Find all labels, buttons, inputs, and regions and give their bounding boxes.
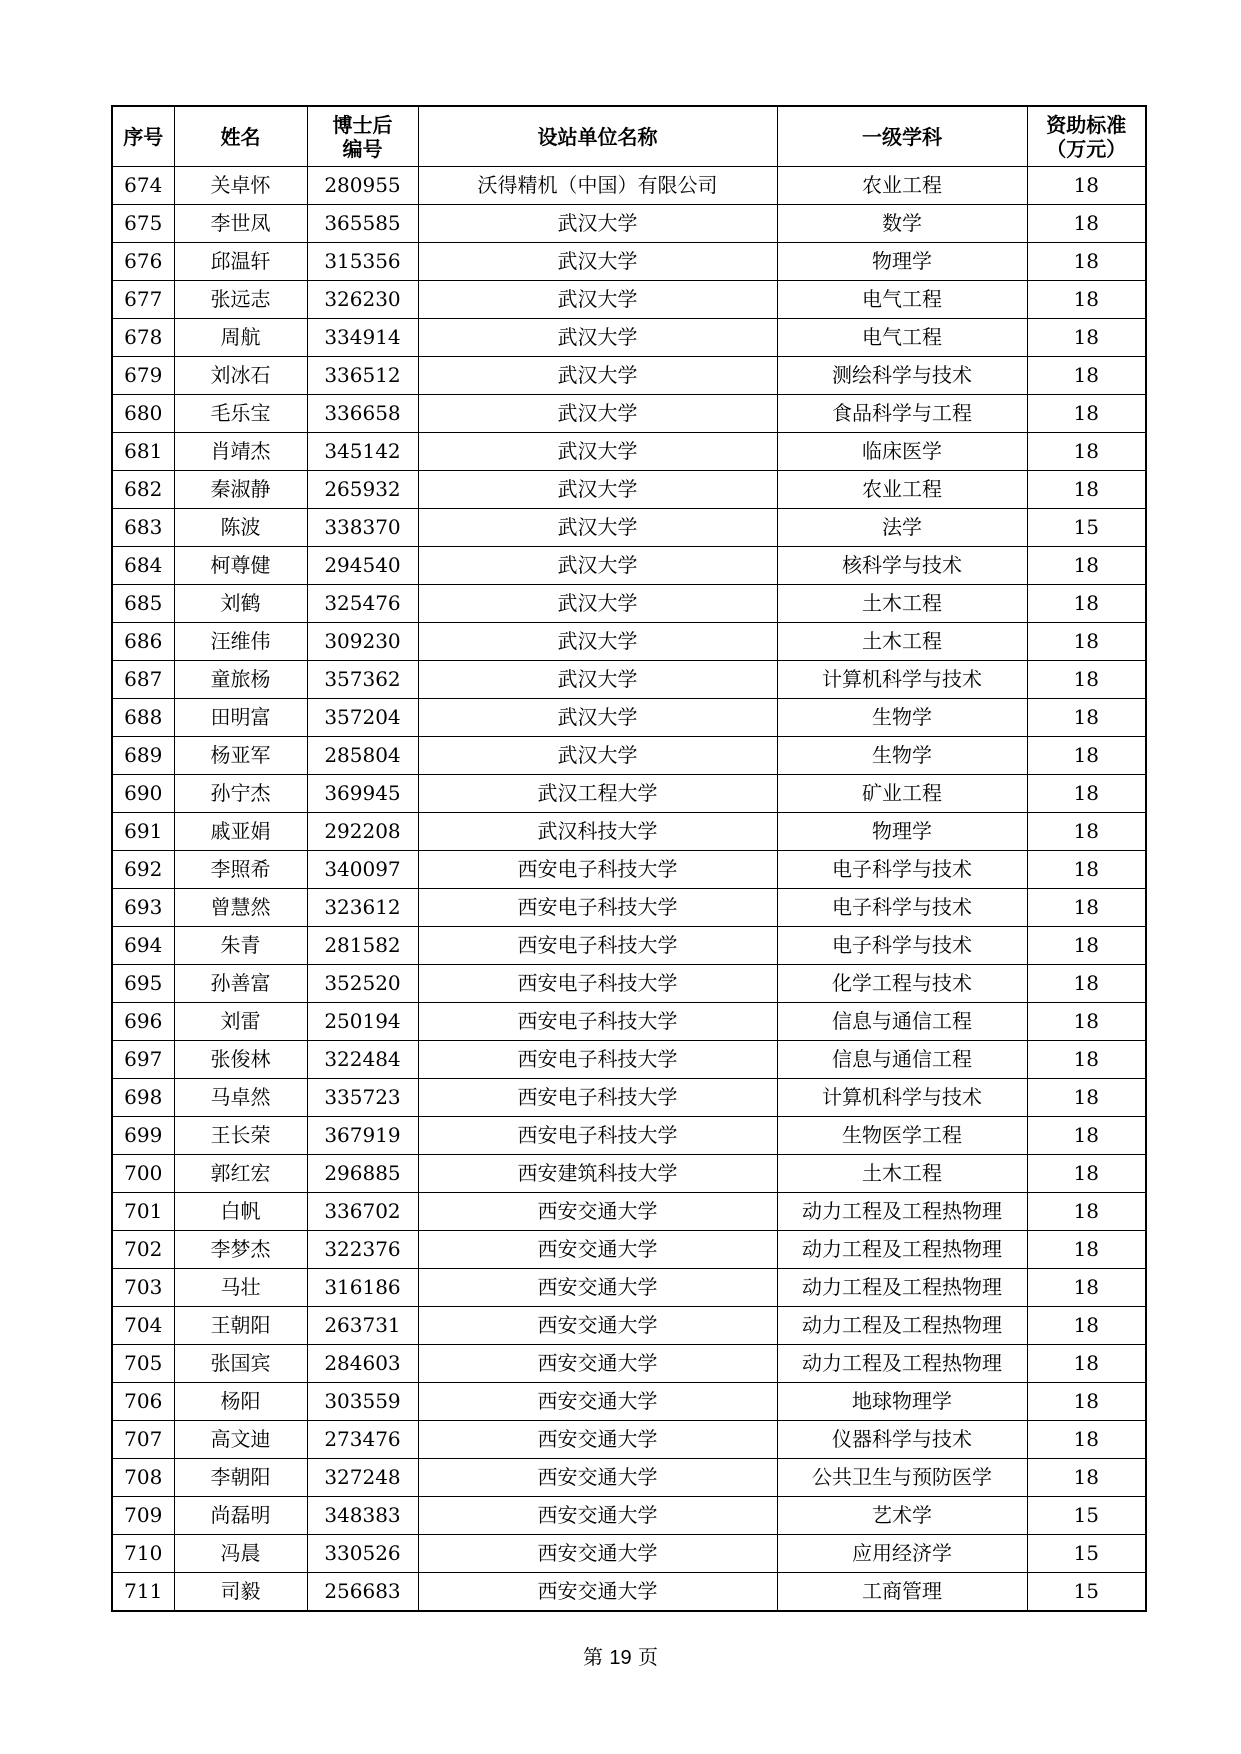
cell-unit: 武汉大学 — [418, 509, 777, 547]
cell-name: 刘冰石 — [174, 357, 307, 395]
cell-seq: 693 — [112, 889, 174, 927]
cell-discipline: 法学 — [777, 509, 1027, 547]
cell-funding: 18 — [1027, 851, 1146, 889]
cell-funding: 18 — [1027, 1003, 1146, 1041]
cell-postdoc-id: 357204 — [307, 699, 418, 737]
cell-discipline: 化学工程与技术 — [777, 965, 1027, 1003]
cell-unit: 沃得精机（中国）有限公司 — [418, 167, 777, 205]
cell-funding: 18 — [1027, 1079, 1146, 1117]
cell-postdoc-id: 281582 — [307, 927, 418, 965]
cell-postdoc-id: 303559 — [307, 1383, 418, 1421]
cell-name: 秦淑静 — [174, 471, 307, 509]
cell-seq: 681 — [112, 433, 174, 471]
cell-name: 刘鹤 — [174, 585, 307, 623]
cell-discipline: 地球物理学 — [777, 1383, 1027, 1421]
cell-seq: 704 — [112, 1307, 174, 1345]
cell-unit: 西安电子科技大学 — [418, 1117, 777, 1155]
cell-funding: 18 — [1027, 205, 1146, 243]
cell-funding: 15 — [1027, 509, 1146, 547]
cell-funding: 18 — [1027, 1421, 1146, 1459]
cell-name: 刘雷 — [174, 1003, 307, 1041]
table-row — [112, 585, 1146, 623]
cell-name: 高文迪 — [174, 1421, 307, 1459]
cell-name: 柯尊健 — [174, 547, 307, 585]
cell-seq: 698 — [112, 1079, 174, 1117]
cell-name: 冯晨 — [174, 1535, 307, 1573]
cell-seq: 675 — [112, 205, 174, 243]
cell-postdoc-id: 292208 — [307, 813, 418, 851]
cell-unit: 西安电子科技大学 — [418, 1003, 777, 1041]
cell-discipline: 生物学 — [777, 737, 1027, 775]
table-row — [112, 1003, 1146, 1041]
cell-name: 张国宾 — [174, 1345, 307, 1383]
cell-seq: 703 — [112, 1269, 174, 1307]
cell-unit: 武汉工程大学 — [418, 775, 777, 813]
cell-unit: 武汉大学 — [418, 205, 777, 243]
cell-seq: 707 — [112, 1421, 174, 1459]
cell-postdoc-id: 335723 — [307, 1079, 418, 1117]
cell-name: 王朝阳 — [174, 1307, 307, 1345]
cell-seq: 706 — [112, 1383, 174, 1421]
cell-unit: 武汉大学 — [418, 661, 777, 699]
cell-funding: 18 — [1027, 1117, 1146, 1155]
table-row — [112, 1421, 1146, 1459]
cell-unit: 武汉大学 — [418, 281, 777, 319]
cell-name: 孙善富 — [174, 965, 307, 1003]
cell-funding: 18 — [1027, 661, 1146, 699]
cell-funding: 18 — [1027, 357, 1146, 395]
cell-discipline: 工商管理 — [777, 1573, 1027, 1612]
table-row — [112, 1193, 1146, 1231]
cell-discipline: 物理学 — [777, 813, 1027, 851]
cell-discipline: 食品科学与工程 — [777, 395, 1027, 433]
cell-unit: 西安交通大学 — [418, 1421, 777, 1459]
table-row — [112, 699, 1146, 737]
cell-name: 王长荣 — [174, 1117, 307, 1155]
cell-seq: 696 — [112, 1003, 174, 1041]
page-footer — [0, 1641, 1241, 1670]
cell-postdoc-id: 352520 — [307, 965, 418, 1003]
cell-postdoc-id: 327248 — [307, 1459, 418, 1497]
table-row — [112, 281, 1146, 319]
cell-seq: 688 — [112, 699, 174, 737]
header-seq: 序号 — [112, 106, 174, 167]
cell-funding: 18 — [1027, 1307, 1146, 1345]
cell-postdoc-id: 340097 — [307, 851, 418, 889]
cell-seq: 677 — [112, 281, 174, 319]
cell-name: 周航 — [174, 319, 307, 357]
cell-postdoc-id: 323612 — [307, 889, 418, 927]
cell-name: 尚磊明 — [174, 1497, 307, 1535]
footer-prefix: 第 — [583, 1645, 604, 1669]
cell-postdoc-id: 338370 — [307, 509, 418, 547]
cell-unit: 武汉大学 — [418, 471, 777, 509]
cell-seq: 687 — [112, 661, 174, 699]
cell-seq: 695 — [112, 965, 174, 1003]
cell-postdoc-id: 265932 — [307, 471, 418, 509]
table-row — [112, 1459, 1146, 1497]
cell-funding: 15 — [1027, 1573, 1146, 1612]
cell-funding: 18 — [1027, 889, 1146, 927]
cell-funding: 18 — [1027, 699, 1146, 737]
cell-postdoc-id: 336512 — [307, 357, 418, 395]
cell-seq: 676 — [112, 243, 174, 281]
cell-funding: 18 — [1027, 1383, 1146, 1421]
header-postdoc-id — [307, 106, 418, 167]
cell-postdoc-id: 294540 — [307, 547, 418, 585]
table-row — [112, 1231, 1146, 1269]
cell-seq: 709 — [112, 1497, 174, 1535]
cell-seq: 705 — [112, 1345, 174, 1383]
cell-unit: 西安电子科技大学 — [418, 889, 777, 927]
cell-unit: 西安交通大学 — [418, 1345, 777, 1383]
cell-unit: 西安交通大学 — [418, 1535, 777, 1573]
table-row — [112, 167, 1146, 205]
cell-seq: 684 — [112, 547, 174, 585]
cell-unit: 武汉大学 — [418, 585, 777, 623]
cell-discipline: 动力工程及工程热物理 — [777, 1231, 1027, 1269]
cell-unit: 武汉大学 — [418, 623, 777, 661]
cell-seq: 674 — [112, 167, 174, 205]
cell-postdoc-id: 263731 — [307, 1307, 418, 1345]
cell-name: 童旅杨 — [174, 661, 307, 699]
cell-discipline: 临床医学 — [777, 433, 1027, 471]
cell-postdoc-id: 336702 — [307, 1193, 418, 1231]
header-funding — [1027, 106, 1146, 167]
cell-postdoc-id: 296885 — [307, 1155, 418, 1193]
cell-name: 关卓怀 — [174, 167, 307, 205]
table-body — [112, 167, 1146, 1612]
cell-funding: 15 — [1027, 1535, 1146, 1573]
cell-unit: 西安交通大学 — [418, 1573, 777, 1612]
header-unit: 设站单位名称 — [418, 106, 777, 167]
cell-discipline: 核科学与技术 — [777, 547, 1027, 585]
cell-postdoc-id: 309230 — [307, 623, 418, 661]
cell-postdoc-id: 250194 — [307, 1003, 418, 1041]
cell-name: 杨亚军 — [174, 737, 307, 775]
cell-funding: 18 — [1027, 1345, 1146, 1383]
cell-unit: 西安交通大学 — [418, 1269, 777, 1307]
cell-funding: 18 — [1027, 1155, 1146, 1193]
header-funding-line1: 资助标准 — [1046, 112, 1127, 137]
cell-funding: 18 — [1027, 433, 1146, 471]
cell-unit: 武汉大学 — [418, 395, 777, 433]
cell-postdoc-id: 345142 — [307, 433, 418, 471]
cell-name: 杨阳 — [174, 1383, 307, 1421]
cell-discipline: 农业工程 — [777, 471, 1027, 509]
header-discipline: 一级学科 — [777, 106, 1027, 167]
table-row — [112, 889, 1146, 927]
cell-unit: 武汉大学 — [418, 547, 777, 585]
cell-postdoc-id: 285804 — [307, 737, 418, 775]
cell-discipline: 数学 — [777, 205, 1027, 243]
table-row — [112, 357, 1146, 395]
table-row — [112, 509, 1146, 547]
cell-unit: 西安交通大学 — [418, 1307, 777, 1345]
cell-discipline: 土木工程 — [777, 1155, 1027, 1193]
cell-postdoc-id: 369945 — [307, 775, 418, 813]
cell-seq: 697 — [112, 1041, 174, 1079]
cell-postdoc-id: 325476 — [307, 585, 418, 623]
cell-discipline: 生物学 — [777, 699, 1027, 737]
cell-discipline: 计算机科学与技术 — [777, 661, 1027, 699]
cell-unit: 武汉大学 — [418, 699, 777, 737]
cell-seq: 708 — [112, 1459, 174, 1497]
cell-seq: 679 — [112, 357, 174, 395]
cell-name: 张远志 — [174, 281, 307, 319]
cell-discipline: 农业工程 — [777, 167, 1027, 205]
cell-seq: 710 — [112, 1535, 174, 1573]
footer-suffix: 页 — [637, 1645, 658, 1669]
cell-funding: 15 — [1027, 1497, 1146, 1535]
cell-seq: 678 — [112, 319, 174, 357]
table-row — [112, 1383, 1146, 1421]
cell-postdoc-id: 365585 — [307, 205, 418, 243]
cell-unit: 西安交通大学 — [418, 1497, 777, 1535]
header-postdoc-id-line1: 博士后 — [332, 112, 393, 137]
cell-name: 马卓然 — [174, 1079, 307, 1117]
cell-unit: 西安电子科技大学 — [418, 965, 777, 1003]
table-row — [112, 1041, 1146, 1079]
cell-unit: 西安电子科技大学 — [418, 927, 777, 965]
table-row — [112, 965, 1146, 1003]
cell-unit: 西安电子科技大学 — [418, 1041, 777, 1079]
cell-name: 曾慧然 — [174, 889, 307, 927]
cell-seq: 700 — [112, 1155, 174, 1193]
cell-unit: 武汉大学 — [418, 243, 777, 281]
cell-seq: 711 — [112, 1573, 174, 1612]
cell-funding: 18 — [1027, 585, 1146, 623]
cell-seq: 701 — [112, 1193, 174, 1231]
cell-discipline: 土木工程 — [777, 623, 1027, 661]
cell-name: 戚亚娟 — [174, 813, 307, 851]
cell-discipline: 艺术学 — [777, 1497, 1027, 1535]
cell-seq: 689 — [112, 737, 174, 775]
cell-seq: 691 — [112, 813, 174, 851]
cell-name: 白帆 — [174, 1193, 307, 1231]
cell-funding: 18 — [1027, 965, 1146, 1003]
cell-postdoc-id: 256683 — [307, 1573, 418, 1612]
cell-funding: 18 — [1027, 319, 1146, 357]
table-row — [112, 775, 1146, 813]
cell-funding: 18 — [1027, 1193, 1146, 1231]
funding-table — [111, 105, 1147, 1612]
cell-unit: 武汉大学 — [418, 433, 777, 471]
cell-funding: 18 — [1027, 1459, 1146, 1497]
cell-funding: 18 — [1027, 395, 1146, 433]
cell-name: 毛乐宝 — [174, 395, 307, 433]
cell-name: 汪维伟 — [174, 623, 307, 661]
cell-discipline: 矿业工程 — [777, 775, 1027, 813]
cell-unit: 武汉大学 — [418, 737, 777, 775]
table-row — [112, 737, 1146, 775]
cell-funding: 18 — [1027, 243, 1146, 281]
cell-postdoc-id: 280955 — [307, 167, 418, 205]
cell-seq: 694 — [112, 927, 174, 965]
cell-discipline: 测绘科学与技术 — [777, 357, 1027, 395]
cell-unit: 西安交通大学 — [418, 1231, 777, 1269]
table-row — [112, 851, 1146, 889]
cell-postdoc-id: 326230 — [307, 281, 418, 319]
cell-discipline: 计算机科学与技术 — [777, 1079, 1027, 1117]
cell-name: 田明富 — [174, 699, 307, 737]
cell-seq: 692 — [112, 851, 174, 889]
cell-discipline: 动力工程及工程热物理 — [777, 1269, 1027, 1307]
header-funding-line2: （万元） — [1046, 136, 1127, 161]
table-row — [112, 205, 1146, 243]
cell-name: 肖靖杰 — [174, 433, 307, 471]
cell-postdoc-id: 367919 — [307, 1117, 418, 1155]
cell-funding: 18 — [1027, 471, 1146, 509]
cell-name: 张俊林 — [174, 1041, 307, 1079]
table-row — [112, 813, 1146, 851]
cell-unit: 西安电子科技大学 — [418, 851, 777, 889]
cell-seq: 680 — [112, 395, 174, 433]
cell-discipline: 电子科学与技术 — [777, 851, 1027, 889]
table-row — [112, 1497, 1146, 1535]
cell-postdoc-id: 316186 — [307, 1269, 418, 1307]
table-row — [112, 471, 1146, 509]
cell-discipline: 电气工程 — [777, 281, 1027, 319]
cell-unit: 西安交通大学 — [418, 1459, 777, 1497]
cell-funding: 18 — [1027, 927, 1146, 965]
cell-discipline: 信息与通信工程 — [777, 1003, 1027, 1041]
cell-funding: 18 — [1027, 623, 1146, 661]
table-row — [112, 1155, 1146, 1193]
cell-name: 邱温轩 — [174, 243, 307, 281]
cell-discipline: 动力工程及工程热物理 — [777, 1193, 1027, 1231]
cell-unit: 武汉大学 — [418, 319, 777, 357]
cell-discipline: 动力工程及工程热物理 — [777, 1345, 1027, 1383]
cell-postdoc-id: 322376 — [307, 1231, 418, 1269]
cell-discipline: 土木工程 — [777, 585, 1027, 623]
cell-funding: 18 — [1027, 167, 1146, 205]
cell-seq: 682 — [112, 471, 174, 509]
cell-seq: 699 — [112, 1117, 174, 1155]
cell-name: 陈波 — [174, 509, 307, 547]
cell-unit: 西安建筑科技大学 — [418, 1155, 777, 1193]
cell-postdoc-id: 330526 — [307, 1535, 418, 1573]
cell-funding: 18 — [1027, 1231, 1146, 1269]
cell-funding: 18 — [1027, 547, 1146, 585]
cell-discipline: 物理学 — [777, 243, 1027, 281]
cell-name: 马壮 — [174, 1269, 307, 1307]
table-row — [112, 547, 1146, 585]
cell-name: 朱青 — [174, 927, 307, 965]
cell-postdoc-id: 322484 — [307, 1041, 418, 1079]
cell-name: 司毅 — [174, 1573, 307, 1612]
cell-name: 孙宁杰 — [174, 775, 307, 813]
table-row — [112, 661, 1146, 699]
table-row — [112, 1535, 1146, 1573]
cell-name: 李朝阳 — [174, 1459, 307, 1497]
cell-seq: 686 — [112, 623, 174, 661]
table-row — [112, 623, 1146, 661]
cell-discipline: 生物医学工程 — [777, 1117, 1027, 1155]
cell-discipline: 应用经济学 — [777, 1535, 1027, 1573]
table-row — [112, 1269, 1146, 1307]
cell-unit: 武汉大学 — [418, 357, 777, 395]
table-row — [112, 1117, 1146, 1155]
table-row — [112, 433, 1146, 471]
cell-seq: 685 — [112, 585, 174, 623]
table-row — [112, 927, 1146, 965]
cell-postdoc-id: 348383 — [307, 1497, 418, 1535]
table-row — [112, 1307, 1146, 1345]
table-row — [112, 1079, 1146, 1117]
cell-discipline: 信息与通信工程 — [777, 1041, 1027, 1079]
cell-name: 李梦杰 — [174, 1231, 307, 1269]
cell-name: 李世凤 — [174, 205, 307, 243]
cell-unit: 西安交通大学 — [418, 1193, 777, 1231]
cell-funding: 18 — [1027, 775, 1146, 813]
cell-unit: 武汉科技大学 — [418, 813, 777, 851]
page-number: 19 — [609, 1647, 632, 1669]
cell-seq: 690 — [112, 775, 174, 813]
table-row — [112, 243, 1146, 281]
cell-discipline: 电气工程 — [777, 319, 1027, 357]
cell-postdoc-id: 334914 — [307, 319, 418, 357]
header-name: 姓名 — [174, 106, 307, 167]
cell-funding: 18 — [1027, 281, 1146, 319]
cell-name: 郭红宏 — [174, 1155, 307, 1193]
table-row — [112, 319, 1146, 357]
cell-discipline: 动力工程及工程热物理 — [777, 1307, 1027, 1345]
table-row — [112, 1345, 1146, 1383]
table-row — [112, 1573, 1146, 1612]
cell-postdoc-id: 336658 — [307, 395, 418, 433]
cell-discipline: 仪器科学与技术 — [777, 1421, 1027, 1459]
header-row — [112, 106, 1146, 167]
cell-discipline: 电子科学与技术 — [777, 927, 1027, 965]
cell-funding: 18 — [1027, 737, 1146, 775]
cell-postdoc-id: 273476 — [307, 1421, 418, 1459]
table-row — [112, 395, 1146, 433]
cell-funding: 18 — [1027, 813, 1146, 851]
cell-discipline: 公共卫生与预防医学 — [777, 1459, 1027, 1497]
cell-postdoc-id: 315356 — [307, 243, 418, 281]
table-header — [112, 106, 1146, 167]
cell-funding: 18 — [1027, 1269, 1146, 1307]
cell-postdoc-id: 284603 — [307, 1345, 418, 1383]
funding-table-container — [111, 105, 1145, 1612]
cell-discipline: 电子科学与技术 — [777, 889, 1027, 927]
cell-funding: 18 — [1027, 1041, 1146, 1079]
header-postdoc-id-line2: 编号 — [342, 136, 383, 161]
cell-seq: 683 — [112, 509, 174, 547]
cell-seq: 702 — [112, 1231, 174, 1269]
cell-name: 李照希 — [174, 851, 307, 889]
cell-unit: 西安交通大学 — [418, 1383, 777, 1421]
cell-postdoc-id: 357362 — [307, 661, 418, 699]
cell-unit: 西安电子科技大学 — [418, 1079, 777, 1117]
